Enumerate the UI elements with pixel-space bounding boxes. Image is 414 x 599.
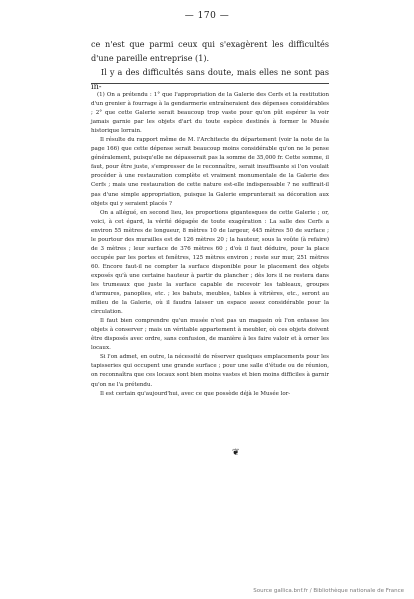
footnote-divider bbox=[91, 83, 329, 84]
footnote-paragraph: Il résulte du rapport même de M. l'Architecte du département (voir la note de la page 166) que cette dépense serait beaucoup moins considérable qu'on ne le pense généralement, puisqu'elle ne dépasserait pas la somme de 35,000 fr. Cette somme, il faut, pour être juste, s'empresser de le reconnaître, serait insuffisante si l'on voulait procéder à une restauration complète et vraiment monumentale de la Galerie des Cerfs ; mais une restauration de cette nature est-elle indispensable ? ne suffirait-il pas d'une simple appropriation, puisque la Galerie emprunterait sa décoration aux objets qui y seraient placés ? bbox=[91, 137, 329, 207]
footnote-paragraph: Il faut bien comprendre qu'un musée n'est pas un magasin où l'on entasse les objets à conserver ; mais un véritable appartement à meubler, où ces objets doivent être disposés avec ordre, sans confusion, de manière à les faire valoir et à orner les locaux. bbox=[91, 318, 329, 352]
printer-ornament: ❦ bbox=[232, 448, 240, 458]
footnote-paragraph: (1) On a prétendu : 1° que l'appropriation de la Galerie des Cerfs et la restitution d'un grenier à fourrage à la gendarmerie entraîneraient des dépenses considérables ; 2° que cette Galerie serait beaucoup trop vaste pour qu'on pût espérer la voir jamais garnie par les objets d'art du toute espèce destinés à former le Musée historique lorrain. bbox=[91, 92, 329, 135]
page-number: — 170 — bbox=[184, 11, 230, 21]
footnote-block bbox=[91, 91, 329, 399]
footnote-paragraph: Si l'on admet, en outre, la nécessité de réserver quelques emplacements pour les tapisseries qui occupent une grande surface ; pour une salle d'étude ou de réunion, on reconnaîtra que ces locaux sont bien moins vastes et bien moins difficiles à garnir qu'on ne l'a prétendu. bbox=[91, 354, 329, 388]
main-text bbox=[91, 37, 329, 93]
source-attribution: Source gallica.bnf.fr / Bibliothèque nationale de France bbox=[253, 588, 404, 594]
footnote-paragraph: Il est certain qu'aujourd'hui, avec ce que possède déjà le Musée lor- bbox=[100, 390, 291, 397]
footnote-paragraph: On a allégué, en second lieu, les proportions gigantesques de cette Galerie ; or, voici, à cet égard, la vérité dégagée de toute exagération : La salle des Cerfs a environ 55 mètres de longueur, 8 mètres 10 de largeur, 445 mètres 50 de surface ; le pourtour des murailles est de 126 mètres 20 ; la hauteur, sous la voûte (à refaire) de 3 mètres ; leur surface de 376 mètres 60 ; d'où il faut déduire, pour la place occupée par les portes et fenêtres, 125 mètres environ ; reste sur mur, 251 mètres 60. Encore faut-il ne compter la surface disponible pour le placement des objets exposés qu'à une certaine hauteur à partir du plancher ; dès lors il ne restera dans les trumeaux que juste la surface capable de recevoir les tableaux, groupes d'armures, panoplies, etc. ; les bahuts, meubles, tables à vitrières, etc., seront au milieu de la Galerie, où il faudra laisser un espace assez considérable pour la circulation. bbox=[91, 209, 329, 316]
main-paragraph-new: Il y a des difficultés sans doute, mais elles ne sont pas in- bbox=[91, 67, 329, 91]
main-paragraph-continued: ce n'est que parmi ceux qui s'exagèrent les difficultés d'une pareille entreprise (1). bbox=[91, 39, 329, 63]
